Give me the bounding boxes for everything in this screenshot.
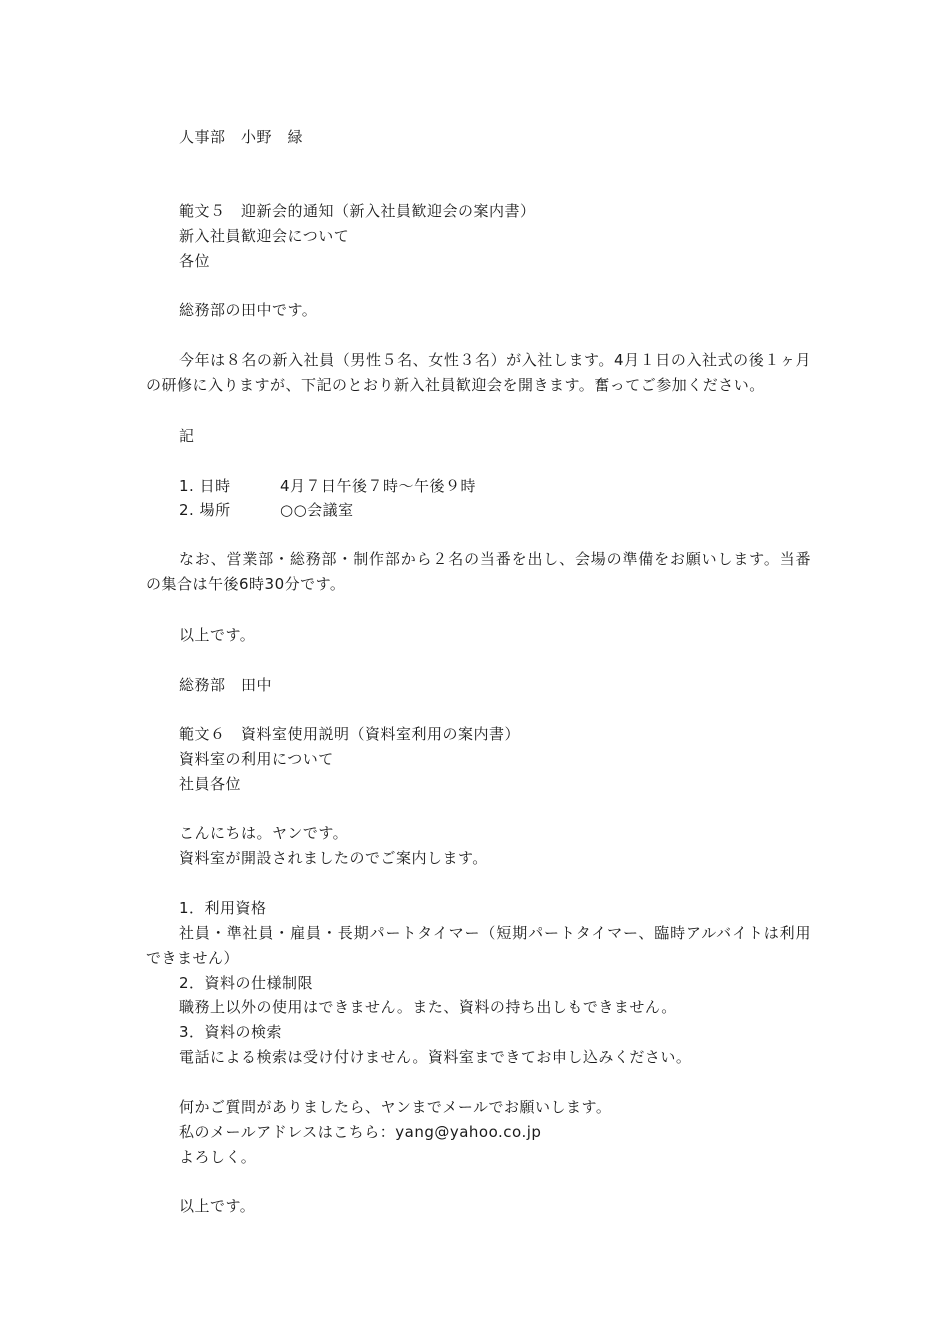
notice6-heading: 範文６ 資料室使用説明（資料室利用の案内書） bbox=[179, 725, 521, 743]
notice5-item-date-label: 1. 日時 bbox=[179, 477, 231, 495]
notice5-heading: 範文５ 迎新会的通知（新入社員歓迎会の案内書） bbox=[179, 202, 536, 220]
notice6-section1-title: 1．利用資格 bbox=[179, 899, 267, 917]
notice5-addressee: 各位 bbox=[179, 252, 211, 270]
notice6-subject: 資料室の利用について bbox=[179, 750, 334, 768]
notice5-greeting: 総務部の田中です。 bbox=[179, 301, 318, 319]
notice6-section2-title: 2．資料の仕様制限 bbox=[179, 974, 314, 992]
notice6-section2-body: 職務上以外の使用はできません。また、資料の持ち出しもできません。 bbox=[179, 998, 677, 1016]
notice5-body-paragraph: 今年は８名の新入社員（男性５名、女性３名）が入社します。4月１日の入社式の後１ヶ月の研修に入りますが、下記のとおり新入社員歓迎会を開きます。奮ってご参加ください。 bbox=[146, 351, 811, 394]
notice5-item-place-value: ○○会議室 bbox=[280, 501, 354, 519]
notice6-greeting: こんにちは。ヤンです。 bbox=[179, 824, 349, 842]
notice6-section1-body: 社員・準社員・雇員・長期パートタイマー（短期パートタイマー、臨時アルバイトは利用できません） bbox=[146, 924, 811, 967]
notice6-section3-title: 3．資料の検索 bbox=[179, 1023, 283, 1041]
notice5-item-date-value: 4月７日午後７時～午後９時 bbox=[280, 477, 477, 495]
notice6-closing: 以上です。 bbox=[179, 1197, 256, 1215]
notice6-addressee: 社員各位 bbox=[179, 775, 242, 793]
notice6-contact-line: 何かご質問がありましたら、ヤンまでメールでお願いします。 bbox=[179, 1098, 612, 1116]
notice6-section3-body: 電話による検索は受け付けません。資料室まできてお申し込みください。 bbox=[179, 1048, 692, 1066]
notice5-item-place-label: 2. 場所 bbox=[179, 501, 231, 519]
notice5-note-paragraph: なお、営業部・総務部・制作部から２名の当番を出し、会場の準備をお願いします。当番の集合は午後6時30分です。 bbox=[146, 550, 811, 593]
notice5-ki: 記 bbox=[179, 427, 195, 445]
notice5-signature: 総務部 田中 bbox=[179, 676, 273, 694]
notice6-regards: よろしく。 bbox=[179, 1148, 257, 1166]
notice5-subject: 新入社員歓迎会について bbox=[179, 227, 350, 245]
notice5-closing: 以上です。 bbox=[179, 626, 256, 644]
previous-signature: 人事部 小野 緑 bbox=[179, 128, 304, 146]
notice6-email-line: 私のメールアドレスはこちら：yang@yahoo.co.jp bbox=[179, 1123, 542, 1141]
notice6-intro: 資料室が開設されましたのでご案内します。 bbox=[179, 849, 488, 867]
